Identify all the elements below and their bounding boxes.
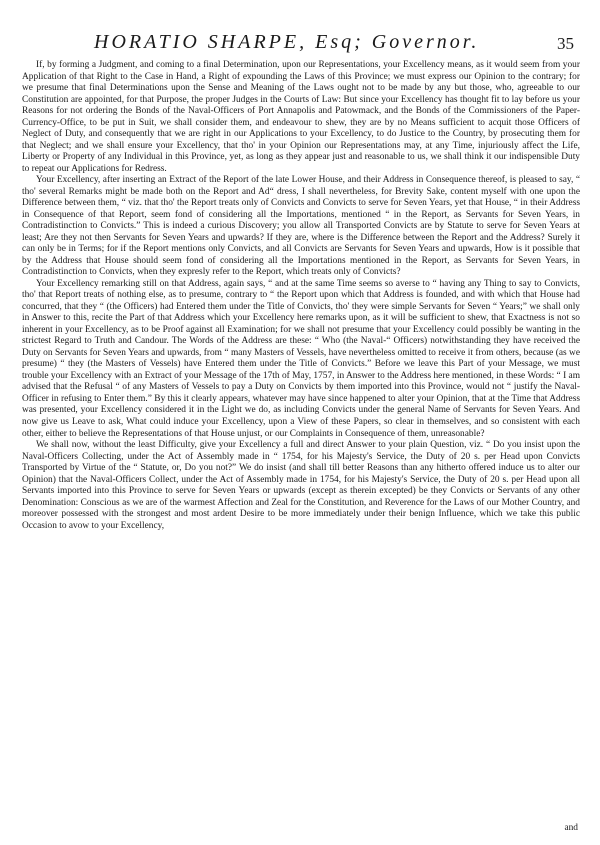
body-text [22, 60, 580, 532]
paragraph-1: If, by forming a Judgment, and coming to a final Determination, upon our Representations, your Excellency means, as it would seem from your Application of that Right to the Case in Hand, a Right of expounding the Laws of this Province; we must express our Opinion to the contrary; for we presume that final Determinations upon the Sense and Meaning of the Laws ought not to be made by any but those, who, agreeable to our Constitution are appointed, for that Purpose, the proper Judges in the Courts of Law: But since your Excellency has thought fit to lay before us your Reasons for not ordering the Bonds of the Naval-Officers of Port Annapolis and Patowmack, and the Bonds of the Commissioners of the Paper-Currency-Office, to be put in Suit, we shall consider them, and endeavour to shew, they are by no Means sufficient to acquit those Officers of Neglect of Duty, and consequently that we are right in our Applications to your Excellency, to do Justice to the Country, by prosecuting them for that Neglect; and we shall ensure your Excellency, that tho' in your Opinion our Representations may, at any Time, injuriously affect the Life, Liberty or Property of any Individual in this Province, yet, as long as they appear just and reasonable to us, we shall think it our indispensible Duty to repeat our Applications for Redress. [22, 60, 580, 174]
catchword: and [564, 823, 578, 833]
paragraph-4: We shall now, without the least Difficulty, give your Excellency a full and direct Answer to your plain Question, viz. “ Do you insist upon the Naval-Officers Collecting, under the Act of Assembly made in “ 1754, for his Majesty's Service, the Duty of 20 s. per Head upon Convicts Transported by Virtue of the “ Statute, or, Do you not?” We do insist (and shall till better Reasons than any hitherto offered induce us to alter our Opinion) that the Naval-Officers Collect, under the Act of Assembly made in 1754, for his Majesty's Service, the Duty of 20 s. per Head upon all Servants imported into this Province to serve for Seven Years or upwards (except as therein excepted) be they Convicts or Servants of any other Denomination: Conscious as we are of the warmest Affection and Zeal for the Constitution, and Reverence for the Laws of our Mother Country, and moreover possessed with the strongest and most ardent Desire to be more immediately under their benign Influence, which we take this public Occasion to avow to your Excellency, [22, 440, 580, 531]
running-title: HORATIO SHARPE, Esq; Governor. [94, 31, 480, 53]
running-head [22, 0, 580, 52]
paragraph-3: Your Excellency remarking still on that Address, again says, “ and at the same Time seems so averse to “ having any Thing to say to Convicts, tho' that Report treats of nothing else, as to presume, contrary to “ the Report upon which that Address is founded, and with which that House had concurred, that they “ (the Officers) had Entered them under the Title of Convicts, tho' they were simple Servants for Seven “ Years;” we shall only in Answer to this, recite the Part of that Address which your Excellency here remarks upon, as it will be sufficient to shew, that Exactness is not so inherent in your Excellency, as to be Proof against all Examination; for we shall not presume that your Excellency could possibly be wanting in the strictest Regard to Truth and Candour. The Words of the Address are these: “ Who (the Naval-“ Officers) notwithstanding they have received the Duty on Servants for Seven Years and upwards, from “ many Masters of Vessels, have nevertheless omitted to receive it from others, because (as we presume) “ they (the Masters of Vessels) have Entered them under the Title of Convicts.” Before we leave this Part of your Message, we must trouble your Excellency with an Extract of your Message of the 17th of May, 1757, in Answer to the Address here mentioned, in these Words: “ I am advised that the Refusal “ of any Masters of Vessels to pay a Duty on Convicts by them imported into this Province, would not “ justify the Naval-Officer in refusing to Enter them.” By this it clearly appears, whatever may have since happened to alter your Opinion, that at the Time that Address was presented, your Excellency considered it in the Light we do, as including Convicts under the general Name of Servants for Seven Years. And now give us Leave to ask, What could induce your Excellency, upon a View of these Papers, so clear in themselves, and so consistent with each other, either to believe the Representations of that House unjust, or our Complaints in Consequence of them, unreasonable? [22, 278, 580, 439]
page-number: 35 [557, 34, 574, 53]
paragraph-2: Your Excellency, after inserting an Extract of the Report of the late Lower House, and their Address in Consequence thereof, is pleased to say, “ tho' several Remarks might be made both on the Report and Ad“ dress, I shall nevertheless, for Brevity Sake, content myself with one upon the Difference between them, “ viz. that tho' the Report treats only of Convicts and Convicts to serve for Seven Years, yet that House, “ in their Address in Consequence of that Report, seem fond of considering all the Importations, mentioned “ in the Report, as Servants for Seven Years, in Contradistinction to Convicts.” This is indeed a curious Discovery; you allow all Transported Convicts are by Statute to serve for Seven Years at least; Are they not then Servants for Seven Years and upwards? If they are, where is the Difference between the Report and the Address? Surely it can only be in Terms; for if the Report mentions only Convicts, and all Convicts are Servants for Seven Years and upwards, How is it possible that by the Address that House should seem fond of considering all the Importations mentioned in the Report, as Servants for Seven Years, in Contradistinction to Convicts, when they expresly refer to the Report, which treats only of Convicts? [22, 175, 580, 278]
